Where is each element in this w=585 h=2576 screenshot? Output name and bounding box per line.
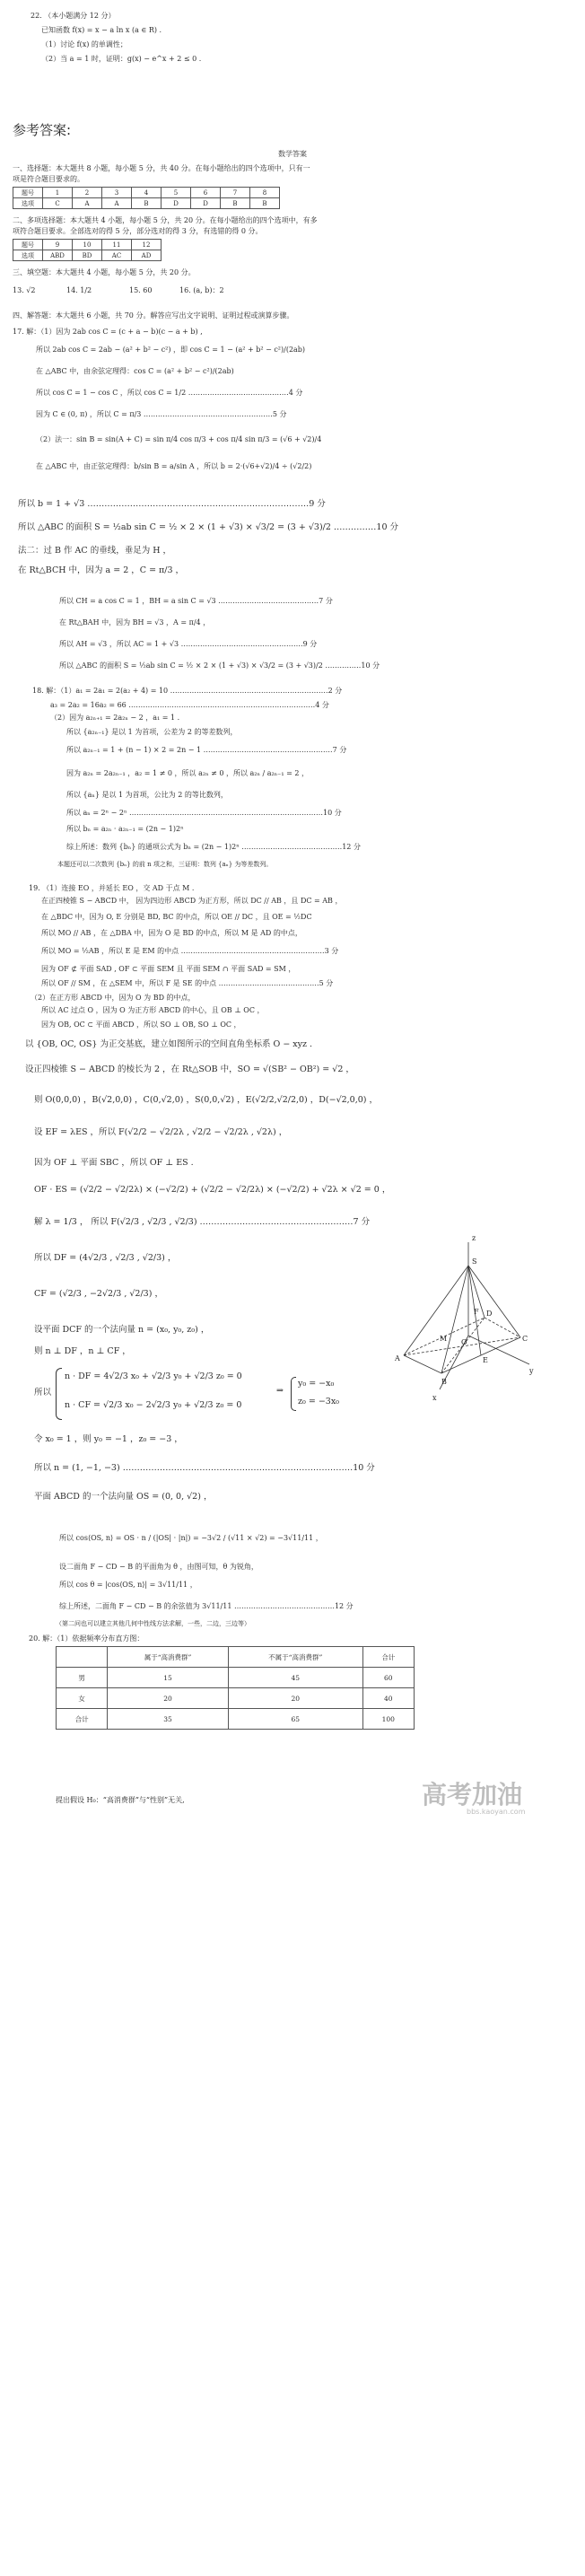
q19-line: 所以 cos⟨OS, n⟩ = OS · n / (|OS| · |n|) = −3√2 / (√11 × √2) = −3√11/11 ， — [59, 1534, 323, 1542]
table-cell: AD — [132, 250, 162, 261]
q19-line: 所以 MO = ½AB ，所以 E 是 EM 的中点 ……………………………………………………3 分 — [41, 947, 339, 955]
q18-line: 所以 bₙ = a₂ₙ · a₂ₙ₋₁ = (2n − 1)2ⁿ — [66, 825, 184, 833]
table-cell: 45 — [228, 1668, 362, 1688]
q18-line: （2）因为 a₂ₙ₊₁ = 2a₂ₙ − 2 ，a₁ = 1 . — [50, 714, 180, 722]
table-cell: 8 — [250, 188, 280, 198]
system-equation: n · DF = 4√2/3 x₀ + √2/3 y₀ + √2/3 z₀ = 0 — [65, 1371, 242, 1381]
part4-intro: 四、解答题：本大题共 6 小题，共 70 分。解答应写出文字说明、证明过程或演算步骤。 — [13, 311, 294, 320]
system-arrow: ⇒ — [276, 1386, 284, 1396]
q17-line: 所以 △ABC 的面积 S = ½ab sin C = ½ × 2 × (1 + √3) × √3/2 = (3 + √3)/2 ……………10 分 — [18, 522, 399, 532]
q19-line: 19. （1）连接 EO ，并延长 EO ，交 AD 于点 M . — [29, 884, 195, 892]
table-cell: 20 — [228, 1688, 362, 1709]
table-header-cell — [57, 1647, 108, 1668]
table-cell: 1 — [43, 188, 73, 198]
table-cell: 65 — [228, 1709, 362, 1730]
q19-line: 所以 OF // SM ，在 △SEM 中，所以 F 是 SE 的中点 ……………………………………5 分 — [41, 979, 334, 987]
table-cell: A — [102, 198, 132, 209]
figure-label: O — [461, 1338, 467, 1346]
q18-line: a₃ = 2a₂ = 16a₂ = 66 ……………………………………………………………………4 分 — [50, 701, 329, 709]
q19-line: CF = (√2/3 , −2√2/3 , √2/3) ， — [34, 1289, 163, 1299]
table-cell: 9 — [43, 240, 73, 250]
pyramid-coordinate-figure — [386, 1230, 538, 1409]
q18-line: 所以 aₙ = 2ⁿ − 2ⁿ ………………………………………………………………………10 分 — [66, 809, 342, 817]
table-cell: B — [221, 198, 250, 209]
table-cell: 10 — [73, 240, 102, 250]
table-cell: 5 — [162, 188, 191, 198]
figure-label: A — [395, 1354, 400, 1362]
part1-intro: 一、选择题：本大题共 8 小题，每小题 5 分，共 40 分。在每小题给出的四个选项中，只有一 — [13, 164, 310, 172]
part1-intro: 项是符合题目要求的。 — [13, 175, 84, 183]
q19-line: 则 n ⊥ DF ，n ⊥ CF ， — [34, 1346, 131, 1356]
q19-line: 设平面 DCF 的一个法向量 n = (x₀, y₀, z₀) ， — [34, 1325, 210, 1335]
q18-note: 本题还可以二次数列 {bₙ} 的前 n 项之和，三证明：数列 {aₙ} 为等差数列。 — [57, 861, 273, 868]
part3-intro: 三、填空题：本大题共 4 小题，每小题 5 分，共 20 分。 — [13, 268, 196, 276]
figure-label: E — [483, 1356, 488, 1364]
table-cell: D — [191, 198, 221, 209]
q20-line: 提出假设 H₀：“高消费群”与“性别”无关, — [56, 1796, 185, 1804]
table-cell: 15 — [108, 1668, 228, 1688]
table-cell: 合计 — [57, 1709, 108, 1730]
table-row — [57, 1688, 415, 1709]
q19-line: 则 O(0,0,0) ，B(√2,0,0) ，C(0,√2,0) ，S(0,0,√2) ，E(√2/2,√2/2,0) ，D(−√2,0,0) ， — [34, 1095, 379, 1105]
table-cell: 题号 — [13, 188, 43, 198]
part2-intro: 二、多项选择题：本大题共 4 小题，每小题 5 分，共 20 分。在每小题给出的四个选项中，有多 — [13, 216, 318, 224]
table-cell: B — [250, 198, 280, 209]
q19-line: 所以 MO // AB ，在 △DBA 中，因为 O 是 BD 的中点，所以 M 是 AD 的中点， — [41, 929, 302, 937]
table-cell: AC — [102, 250, 132, 261]
table-cell: 男 — [57, 1668, 108, 1688]
q22-heading: 22. （本小题满分 12 分） — [31, 12, 116, 20]
q19-line: 以 {OB, OC, OS} 为正交基底，建立如图所示的空间直角坐标系 O − xyz . — [25, 1039, 313, 1049]
q19-line: 设正四棱锥 S − ABCD 的棱长为 2 ，在 Rt△SOB 中，SO = √(SB² − OB²) = √2 ， — [25, 1065, 354, 1074]
table-row — [57, 1709, 415, 1730]
figure-label: B — [441, 1378, 447, 1386]
q19-line: 在 △BDC 中，因为 O, E 分别是 BD, BC 的中点，所以 OE // DC ，且 OE = ½DC — [41, 913, 312, 921]
q17-line: 在 △ABC 中，由正弦定理得：b/sin B = a/sin A ，所以 b = 2·(√6+√2)/4 ÷ (√2/2) — [36, 462, 312, 470]
part1-answer-table — [13, 187, 280, 209]
system-result: y₀ = −x₀ — [298, 1379, 335, 1389]
table-cell: B — [132, 198, 162, 209]
q17-line: 所以 cos C = 1 − cos C ，所以 cos C = 1/2 ……………………………………4 分 — [36, 389, 303, 397]
answers-heading: 参考答案: — [13, 122, 72, 138]
watermark-url: bbs.kaoyan.com — [467, 1808, 526, 1816]
q19-line: 在正四棱锥 S − ABCD 中， 因为四边形 ABCD 为正方形，所以 DC // AB ，且 DC = AB ， — [41, 897, 343, 905]
table-cell: 选项 — [13, 250, 43, 261]
table-cell: 题号 — [13, 240, 43, 250]
q17-line: （2）法一：sin B = sin(A + C) = sin π/4 cos π/3 + cos π/4 sin π/3 = (√6 + √2)/4 — [36, 435, 322, 443]
table-cell: BD — [73, 250, 102, 261]
table-cell: A — [73, 198, 102, 209]
q18-line: 18. 解：（1）a₁ = 2a₁ = 2(a₂ + 4) = 10 …………………………………………………………2 分 — [32, 687, 343, 695]
figure-label: M — [440, 1335, 448, 1343]
q17-line: 法二：过 B 作 AC 的垂线，垂足为 H ， — [18, 546, 172, 556]
q19-line: 平面 ABCD 的一个法向量 OS = (0, 0, √2) ， — [34, 1492, 213, 1502]
table-row — [57, 1668, 415, 1688]
q22-line: （1）讨论 f(x) 的单调性； — [41, 40, 127, 48]
q19-line: 所以 AC 过点 O ，因为 O 为正方形 ABCD 的中心，且 OB ⊥ OC ， — [41, 1006, 265, 1014]
q18-line: 综上所述：数列 {bₙ} 的通项公式为 bₙ = (2n − 1)2ⁿ ……………………………………12 分 — [66, 843, 361, 851]
table-cell: 2 — [73, 188, 102, 198]
table-cell: C — [43, 198, 73, 209]
figure-label: D — [486, 1310, 493, 1318]
table-cell: ABD — [43, 250, 73, 261]
q22-line: （2）当 a = 1 时，证明：g(x) − e^x + 2 ≤ 0 . — [41, 55, 202, 63]
q20-line: 20. 解：（1）依据频率分布直方图： — [29, 1634, 144, 1643]
q18-line: 因为 a₂ₙ = 2a₂ₙ₋₁ ，a₂ = 1 ≠ 0 ，所以 a₂ₙ ≠ 0 ，所以 a₂ₙ / a₂ₙ₋₁ = 2 ， — [66, 769, 309, 777]
system-result: z₀ = −3x₀ — [298, 1397, 339, 1406]
fill-answer-14: 14. 1/2 — [66, 286, 92, 294]
figure-label: F — [474, 1308, 479, 1316]
q17-line: 17. 解：（1）因为 2ab cos C = (c + a − b)(c − a + b) , — [13, 328, 203, 336]
table-cell: 100 — [362, 1709, 414, 1730]
table-cell: 12 — [132, 240, 162, 250]
q19-line: 所以 n = (1, −1, −3) ………………………………………………………………………10 分 — [34, 1463, 375, 1473]
q17-line: 在 Rt△BAH 中，因为 BH = √3 ，A = π/4 ， — [59, 618, 211, 626]
table-header-cell: 不属于“高消费群” — [228, 1647, 362, 1668]
q19-line: 解 λ = 1/3 ， 所以 F(√2/3 , √2/3 , √2/3) ………………………………………………7 分 — [34, 1217, 371, 1227]
table-row — [13, 198, 280, 209]
table-cell: D — [162, 198, 191, 209]
part2-intro: 项符合题目要求。全部选对的得 5 分，部分选对的得 3 分，有选错的得 0 分。 — [13, 227, 263, 235]
q19-line: 设 EF = λES ，所以 F(√2/2 − √2/2λ , √2/2 − √2/2λ , √2λ) ， — [34, 1127, 288, 1137]
q19-line: OF · ES = (√2/2 − √2/2λ) × (−√2/2) + (√2/2 − √2/2λ) × (−√2/2) + √2λ × √2 = 0 ， — [34, 1185, 391, 1195]
figure-label: S — [472, 1257, 477, 1266]
table-row — [13, 240, 162, 250]
q18-line: 所以 {a₂ₙ₋₁} 是以 1 为首项，公差为 2 的等差数列， — [66, 728, 238, 736]
table-cell: 选项 — [13, 198, 43, 209]
table-cell: 6 — [191, 188, 221, 198]
q17-line: 因为 C ∈ (0, π) ，所以 C = π/3 ………………………………………………5 分 — [36, 410, 287, 418]
q19-line: 令 x₀ = 1 ，则 y₀ = −1 ，z₀ = −3 ， — [34, 1434, 183, 1444]
system-brace — [56, 1368, 62, 1420]
table-cell: 女 — [57, 1688, 108, 1709]
watermark-logo: 高考加油 — [422, 1780, 523, 1809]
table-cell: 20 — [108, 1688, 228, 1709]
table-row — [57, 1647, 415, 1668]
q19-line: 综上所述，二面角 F − CD − B 的余弦值为 3√11/11 ……………………………………12 分 — [59, 1602, 354, 1610]
figure-label: C — [522, 1335, 528, 1343]
table-row — [13, 250, 162, 261]
table-row — [13, 188, 280, 198]
q19-line: 因为 OF ⊥ 平面 SBC ，所以 OF ⊥ ES . — [34, 1158, 194, 1168]
table-cell: 7 — [221, 188, 250, 198]
doc-title: 数学答案 — [278, 150, 307, 158]
table-header-cell: 合计 — [362, 1647, 414, 1668]
fill-answer-16: 16. (a, b)：2 — [179, 286, 224, 294]
q19-line: （2）在正方形 ABCD 中，因为 O 为 BD 的中点， — [31, 994, 196, 1002]
q18-line: 所以 {aₙ} 是以 1 为首项，公比为 2 的等比数列， — [66, 791, 228, 799]
system-equation: n · CF = √2/3 x₀ − 2√2/3 y₀ + √2/3 z₀ = 0 — [65, 1400, 242, 1410]
table-cell: 4 — [132, 188, 162, 198]
part2-answer-table — [13, 239, 162, 261]
table-cell: 40 — [362, 1688, 414, 1709]
q18-line: 所以 a₂ₙ₋₁ = 1 + (n − 1) × 2 = 2n − 1 ………………………………………………7 分 — [66, 746, 347, 754]
q19-line: 所以 DF = (4√2/3 , √2/3 , √2/3) ， — [34, 1253, 177, 1263]
q19-line: 所以 — [34, 1388, 52, 1398]
q17-line: 所以 CH = a cos C = 1 ，BH = a sin C = √3 ……………………………………7 分 — [59, 597, 333, 605]
table-cell: 35 — [108, 1709, 228, 1730]
q22-line: 已知函数 f(x) = x − a ln x (a ∈ R) . — [41, 26, 162, 34]
q17-line: 所以 b = 1 + √3 ……………………………………………………………………9 分 — [18, 499, 326, 509]
q20-contingency-table — [56, 1646, 415, 1730]
table-header-cell: 属于“高消费群” — [108, 1647, 228, 1668]
figure-label: x — [432, 1394, 437, 1402]
q19-line: 所以 cos θ = |cos⟨OS, n⟩| = 3√11/11 ， — [59, 1581, 197, 1589]
q19-line: 设二面角 F − CD − B 的平面角为 θ ，由图可知，θ 为锐角， — [59, 1563, 258, 1571]
table-cell: 60 — [362, 1668, 414, 1688]
q19-line: 因为 OB, OC ⊂ 平面 ABCD ，所以 SO ⊥ OB, SO ⊥ OC ， — [41, 1021, 241, 1029]
q17-line: 所以 AH = √3 ，所以 AC = 1 + √3 ……………………………………………9 分 — [59, 640, 318, 648]
q17-line: 在 △ABC 中，由余弦定理得：cos C = (a² + b² − c²)/(2ab) — [36, 367, 234, 375]
table-cell: 11 — [102, 240, 132, 250]
q19-line: 因为 OF ⊄ 平面 SAD , OF ⊂ 平面 SEM 且 平面 SEM ∩ 平面 SAD = SM ， — [41, 965, 296, 973]
fill-answer-15: 15. 60 — [129, 286, 153, 294]
table-cell: 3 — [102, 188, 132, 198]
system-brace — [291, 1377, 296, 1411]
q19-note: （第二问也可以建立其他几何中性线方法求解，一些，二边，三边等） — [56, 1620, 250, 1627]
figure-label: z — [472, 1234, 476, 1242]
figure-label: y — [529, 1367, 534, 1375]
q17-line: 所以 2ab cos C = 2ab − (a² + b² − c²) ，即 cos C = 1 − (a² + b² − c²)/(2ab) — [36, 346, 306, 354]
q17-line: 所以 △ABC 的面积 S = ½ab sin C = ½ × 2 × (1 + √3) × √3/2 = (3 + √3)/2 ……………10 分 — [59, 662, 380, 670]
fill-answer-13: 13. √2 — [13, 286, 36, 294]
q17-line: 在 Rt△BCH 中，因为 a = 2 ，C = π/3 ， — [18, 565, 185, 575]
